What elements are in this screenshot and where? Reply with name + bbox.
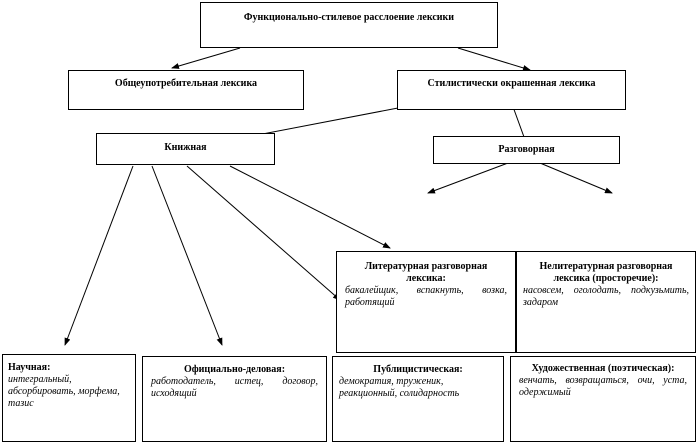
arrow-root-to-marked (458, 48, 530, 70)
node-nonliterary-colloquial (516, 251, 696, 353)
node-colloquial (433, 136, 620, 164)
arrow-root-to-common (172, 48, 240, 68)
publicistic-examples: демократия, труженик, реакционный, солидарность (339, 376, 460, 399)
node-publicistic (332, 356, 504, 442)
lit-colloq-title: Литературная разговорная лексика: (364, 261, 488, 284)
colloquial-label: Разговорная (498, 144, 555, 155)
node-artistic (510, 356, 696, 442)
node-book (96, 133, 275, 165)
node-official (142, 356, 327, 442)
arrow-colloquial-to-lit (428, 163, 508, 193)
node-marked-lexicon (397, 70, 626, 110)
node-literary-colloquial (336, 251, 516, 353)
official-title: Официально-деловая: (183, 364, 286, 375)
artistic-examples: венчать, возвращаться, очи, уста, одержимый (519, 375, 687, 398)
marked-label: Стилистически окрашенная лексика (427, 78, 596, 89)
arrow-book-to-lit (230, 166, 390, 248)
publicistic-title: Публицистическая: (373, 364, 463, 375)
scientific-title: Научная: (8, 362, 51, 373)
common-label: Общеупотребительная лексика (114, 78, 258, 89)
nonlit-colloq-title: Нелитературная разговорная лексика (просторечие): (539, 261, 673, 284)
node-common-lexicon (68, 70, 304, 110)
nonlit-colloq-examples: насовсем, оголодать, подкузьмить, задаром (523, 285, 689, 308)
arrow-book-to-publicistic (187, 166, 340, 300)
node-scientific (2, 354, 136, 442)
node-root (200, 2, 498, 48)
arrow-colloquial-to-nonlit (540, 163, 612, 193)
scientific-examples: интегральный, абсорбировать, морфема, тазис (8, 374, 120, 409)
root-label: Функционально-стилевое расслоение лексики (243, 12, 455, 23)
arrow-book-to-scientific (65, 166, 133, 345)
book-label: Книжная (164, 142, 207, 153)
arrow-book-to-official (152, 166, 222, 345)
lit-colloq-examples: бакалейщик, вспакнуть, возка, работящий (345, 285, 507, 308)
official-examples: работодатель, истец, договор, исходящий (151, 376, 318, 399)
artistic-title: Художественная (поэтическая): (531, 363, 675, 374)
